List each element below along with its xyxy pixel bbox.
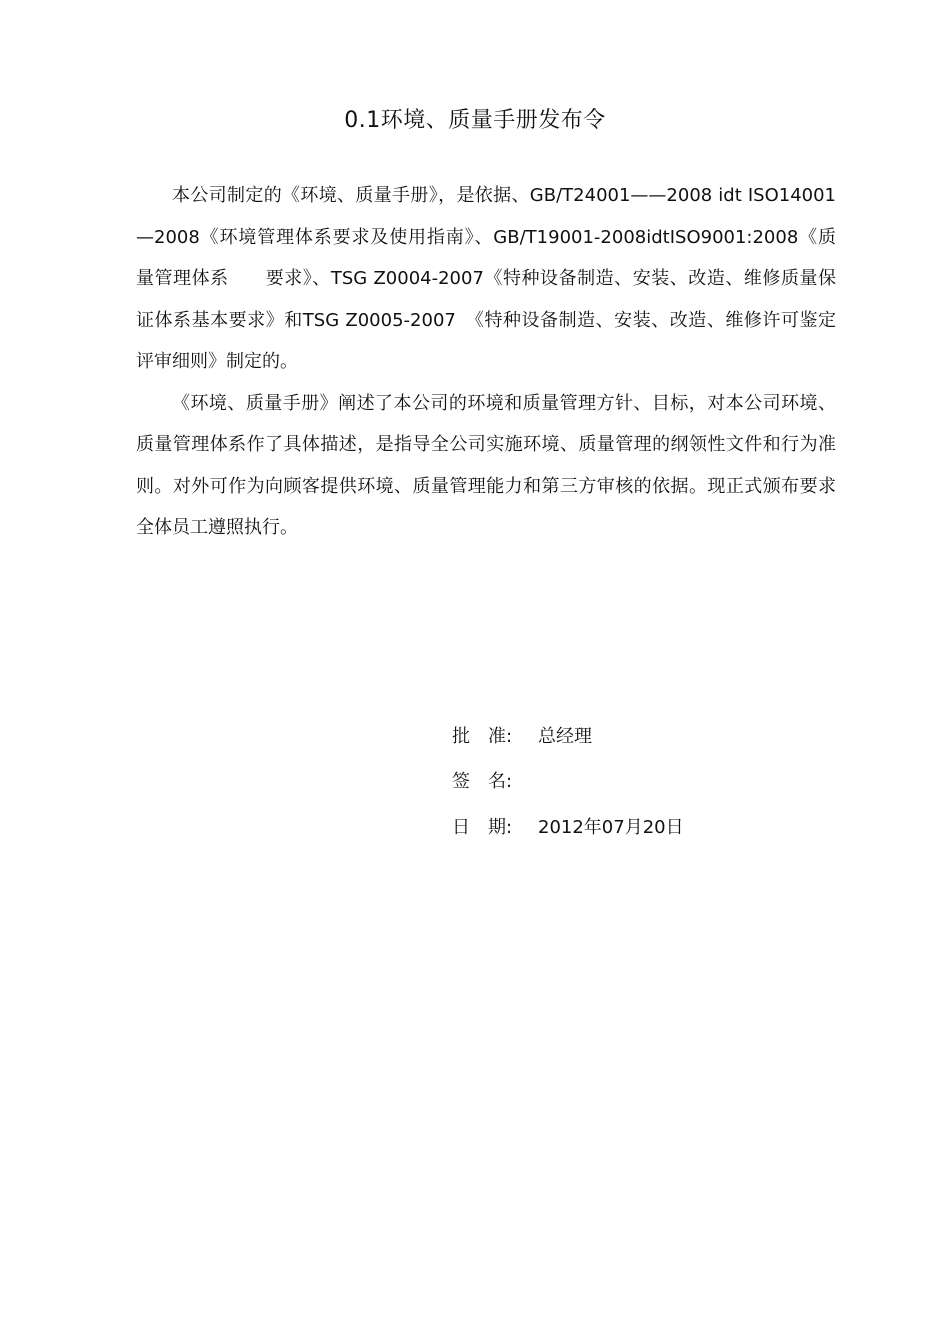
paragraph-basis: 本公司制定的《环境、质量手册》，是依据、GB/T24001——2008 idt ISO14001—2008《环境管理体系要求及使用指南》、GB/T19001-2008idtISO9001:2008《质量管理体系 要求》、TSG Z0004-2007《特种设备制造、安装、改造、维修质量保证体系基本要求》和TSG Z0005-2007 《特种设备制造、安装、改造、维修许可鉴定评审细则》制定的。 bbox=[136, 185, 836, 372]
document-title: 0.1环境、质量手册发布令 bbox=[344, 108, 606, 133]
paragraph-purpose: 《环境、质量手册》阐述了本公司的环境和质量管理方针、目标，对本公司环境、质量管理体系作了具体描述，是指导全公司实施环境、质量管理的纲领性文件和行为准则。对外可作为向顾客提供环境、质量管理能力和第三方审核的依据。现正式颁布要求全体员工遵照执行。 bbox=[136, 392, 836, 538]
signoff-block bbox=[452, 712, 852, 849]
date-label: 日 期: bbox=[452, 816, 513, 838]
document-body bbox=[136, 175, 836, 549]
signature-label: 签 名: bbox=[452, 771, 513, 793]
signature-row bbox=[452, 758, 852, 804]
approve-value: 总经理 bbox=[538, 725, 592, 747]
approve-label: 批 准: bbox=[452, 725, 513, 747]
approve-row bbox=[452, 712, 852, 758]
date-row bbox=[452, 803, 852, 849]
date-value: 2012年07月20日 bbox=[538, 816, 684, 838]
